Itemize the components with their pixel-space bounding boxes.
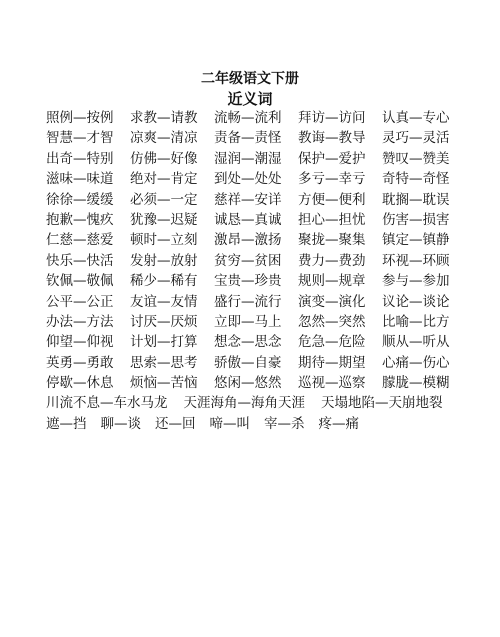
synonym-pair: 宝贵—珍贵 xyxy=(214,273,282,290)
synonym-pair: 议论—谈论 xyxy=(382,293,450,310)
synonym-pair: 仿佛—好像 xyxy=(130,150,198,167)
synonym-pair: 慈祥—安详 xyxy=(214,191,282,208)
idiom-synonym-pair: 天涯海角—海角天涯 xyxy=(183,395,305,412)
synonym-pair: 湿润—潮湿 xyxy=(214,150,282,167)
synonym-pair: 保护—爱护 xyxy=(298,150,366,167)
synonym-pair: 拜访—访问 xyxy=(298,110,366,126)
single-char-synonym-pair: 遮—挡 xyxy=(46,415,87,432)
synonym-row xyxy=(46,332,466,352)
synonym-row xyxy=(46,108,466,128)
synonym-pair: 发射—放射 xyxy=(130,252,198,269)
synonym-pair: 凉爽—清凉 xyxy=(130,130,198,147)
synonym-pair: 办法—方法 xyxy=(46,313,114,330)
synonym-pair: 思索—思考 xyxy=(130,354,198,371)
page-title: 二年级语文下册 xyxy=(201,71,299,87)
synonym-pair: 认真—专心 xyxy=(382,110,450,126)
synonym-pair: 朦胧—模糊 xyxy=(382,375,450,392)
synonym-pair: 责备—责怪 xyxy=(214,130,282,147)
idiom-synonym-pair: 天塌地陷—天崩地裂 xyxy=(321,395,443,412)
synonym-row-single-chars xyxy=(46,414,466,434)
synonym-pair: 英勇—勇敢 xyxy=(46,354,114,371)
synonym-pair: 比喻—比方 xyxy=(382,313,450,330)
synonym-pair: 参与—参加 xyxy=(382,273,450,290)
synonym-pair: 烦恼—苦恼 xyxy=(130,375,198,392)
synonym-pair: 流畅—流利 xyxy=(214,110,282,126)
single-char-synonym-pair: 聊—谈 xyxy=(100,415,141,432)
synonym-pair: 犹豫—迟疑 xyxy=(130,211,198,228)
synonym-pair: 盛行—流行 xyxy=(214,293,282,310)
synonym-pair: 环视—环顾 xyxy=(382,252,450,269)
synonym-pair: 赞叹—赞美 xyxy=(382,150,450,167)
synonym-pair: 出奇—特别 xyxy=(46,150,114,167)
single-char-synonym-pair: 啼—叫 xyxy=(209,415,250,432)
synonym-pair: 徐徐—缓缓 xyxy=(46,191,114,208)
synonym-pair: 忽然—突然 xyxy=(298,313,366,330)
synonym-pair: 聚拢—聚集 xyxy=(298,232,366,249)
synonym-pair: 智慧—才智 xyxy=(46,130,114,147)
synonym-pair: 必须—一定 xyxy=(130,191,198,208)
synonym-pair: 照例—按例 xyxy=(46,110,114,126)
synonym-pair: 绝对—肯定 xyxy=(130,171,198,188)
synonym-pair: 停歇—休息 xyxy=(46,375,114,392)
synonym-pair: 贫穷—贫困 xyxy=(214,252,282,269)
synonym-pair: 快乐—快活 xyxy=(46,252,114,269)
synonym-pair: 方便—便利 xyxy=(298,191,366,208)
synonym-row xyxy=(46,373,466,393)
synonym-pair: 计划—打算 xyxy=(130,334,198,351)
synonym-pair: 顿时—立刻 xyxy=(130,232,198,249)
synonym-pair: 到处—处处 xyxy=(214,171,282,188)
synonym-pair: 悠闲—悠然 xyxy=(214,375,282,392)
synonym-pair: 求教—请教 xyxy=(130,110,198,126)
synonym-pair: 抱歉—愧疚 xyxy=(46,211,114,228)
single-char-synonym-pair: 还—回 xyxy=(155,415,196,432)
synonym-pair: 期待—期望 xyxy=(298,354,366,371)
synonym-row xyxy=(46,169,466,189)
synonym-pair: 教诲—教导 xyxy=(298,130,366,147)
synonym-pair: 公平—公正 xyxy=(46,293,114,310)
synonym-pair: 仰望—仰视 xyxy=(46,334,114,351)
section-title: 近义词 xyxy=(227,90,273,108)
idiom-synonym-pair: 川流不息—车水马龙 xyxy=(46,395,168,412)
synonym-pair: 多亏—幸亏 xyxy=(298,171,366,188)
synonym-grid xyxy=(46,108,466,393)
synonym-list xyxy=(46,108,466,434)
synonym-row xyxy=(46,292,466,312)
synonym-pair: 心痛—伤心 xyxy=(382,354,450,371)
synonym-pair: 仁慈—慈爱 xyxy=(46,232,114,249)
synonym-row-idioms xyxy=(46,393,466,413)
synonym-row xyxy=(46,190,466,210)
synonym-row xyxy=(46,149,466,169)
single-char-synonym-pair: 宰—杀 xyxy=(264,415,305,432)
synonym-row xyxy=(46,251,466,271)
synonym-pair: 危急—危险 xyxy=(298,334,366,351)
synonym-pair: 耽搁—耽误 xyxy=(382,191,450,208)
synonym-row xyxy=(46,353,466,373)
synonym-pair: 稀少—稀有 xyxy=(130,273,198,290)
synonym-pair: 诚恳—真诚 xyxy=(214,211,282,228)
synonym-row xyxy=(46,312,466,332)
synonym-pair: 奇特—奇怪 xyxy=(382,171,450,188)
synonym-row xyxy=(46,210,466,230)
synonym-pair: 灵巧—灵活 xyxy=(382,130,450,147)
synonym-pair: 讨厌—厌烦 xyxy=(130,313,198,330)
synonym-pair: 伤害—损害 xyxy=(382,211,450,228)
synonym-pair: 镇定—镇静 xyxy=(382,232,450,249)
synonym-pair: 巡视—巡察 xyxy=(298,375,366,392)
synonym-pair: 立即—马上 xyxy=(214,313,282,330)
synonym-row xyxy=(46,230,466,250)
synonym-pair: 钦佩—敬佩 xyxy=(46,273,114,290)
synonym-pair: 顺从—听从 xyxy=(382,334,450,351)
synonym-pair: 想念—思念 xyxy=(214,334,282,351)
synonym-pair: 激昂—激扬 xyxy=(214,232,282,249)
synonym-pair: 演变—演化 xyxy=(298,293,366,310)
single-char-synonym-pair: 疼—痛 xyxy=(318,415,359,432)
synonym-pair: 友谊—友情 xyxy=(130,293,198,310)
synonym-pair: 滋味—味道 xyxy=(46,171,114,188)
synonym-pair: 担心—担忧 xyxy=(298,211,366,228)
synonym-pair: 费力—费劲 xyxy=(298,252,366,269)
synonym-row xyxy=(46,128,466,148)
synonym-pair: 骄傲—自豪 xyxy=(214,354,282,371)
synonym-row xyxy=(46,271,466,291)
synonym-pair: 规则—规章 xyxy=(298,273,366,290)
